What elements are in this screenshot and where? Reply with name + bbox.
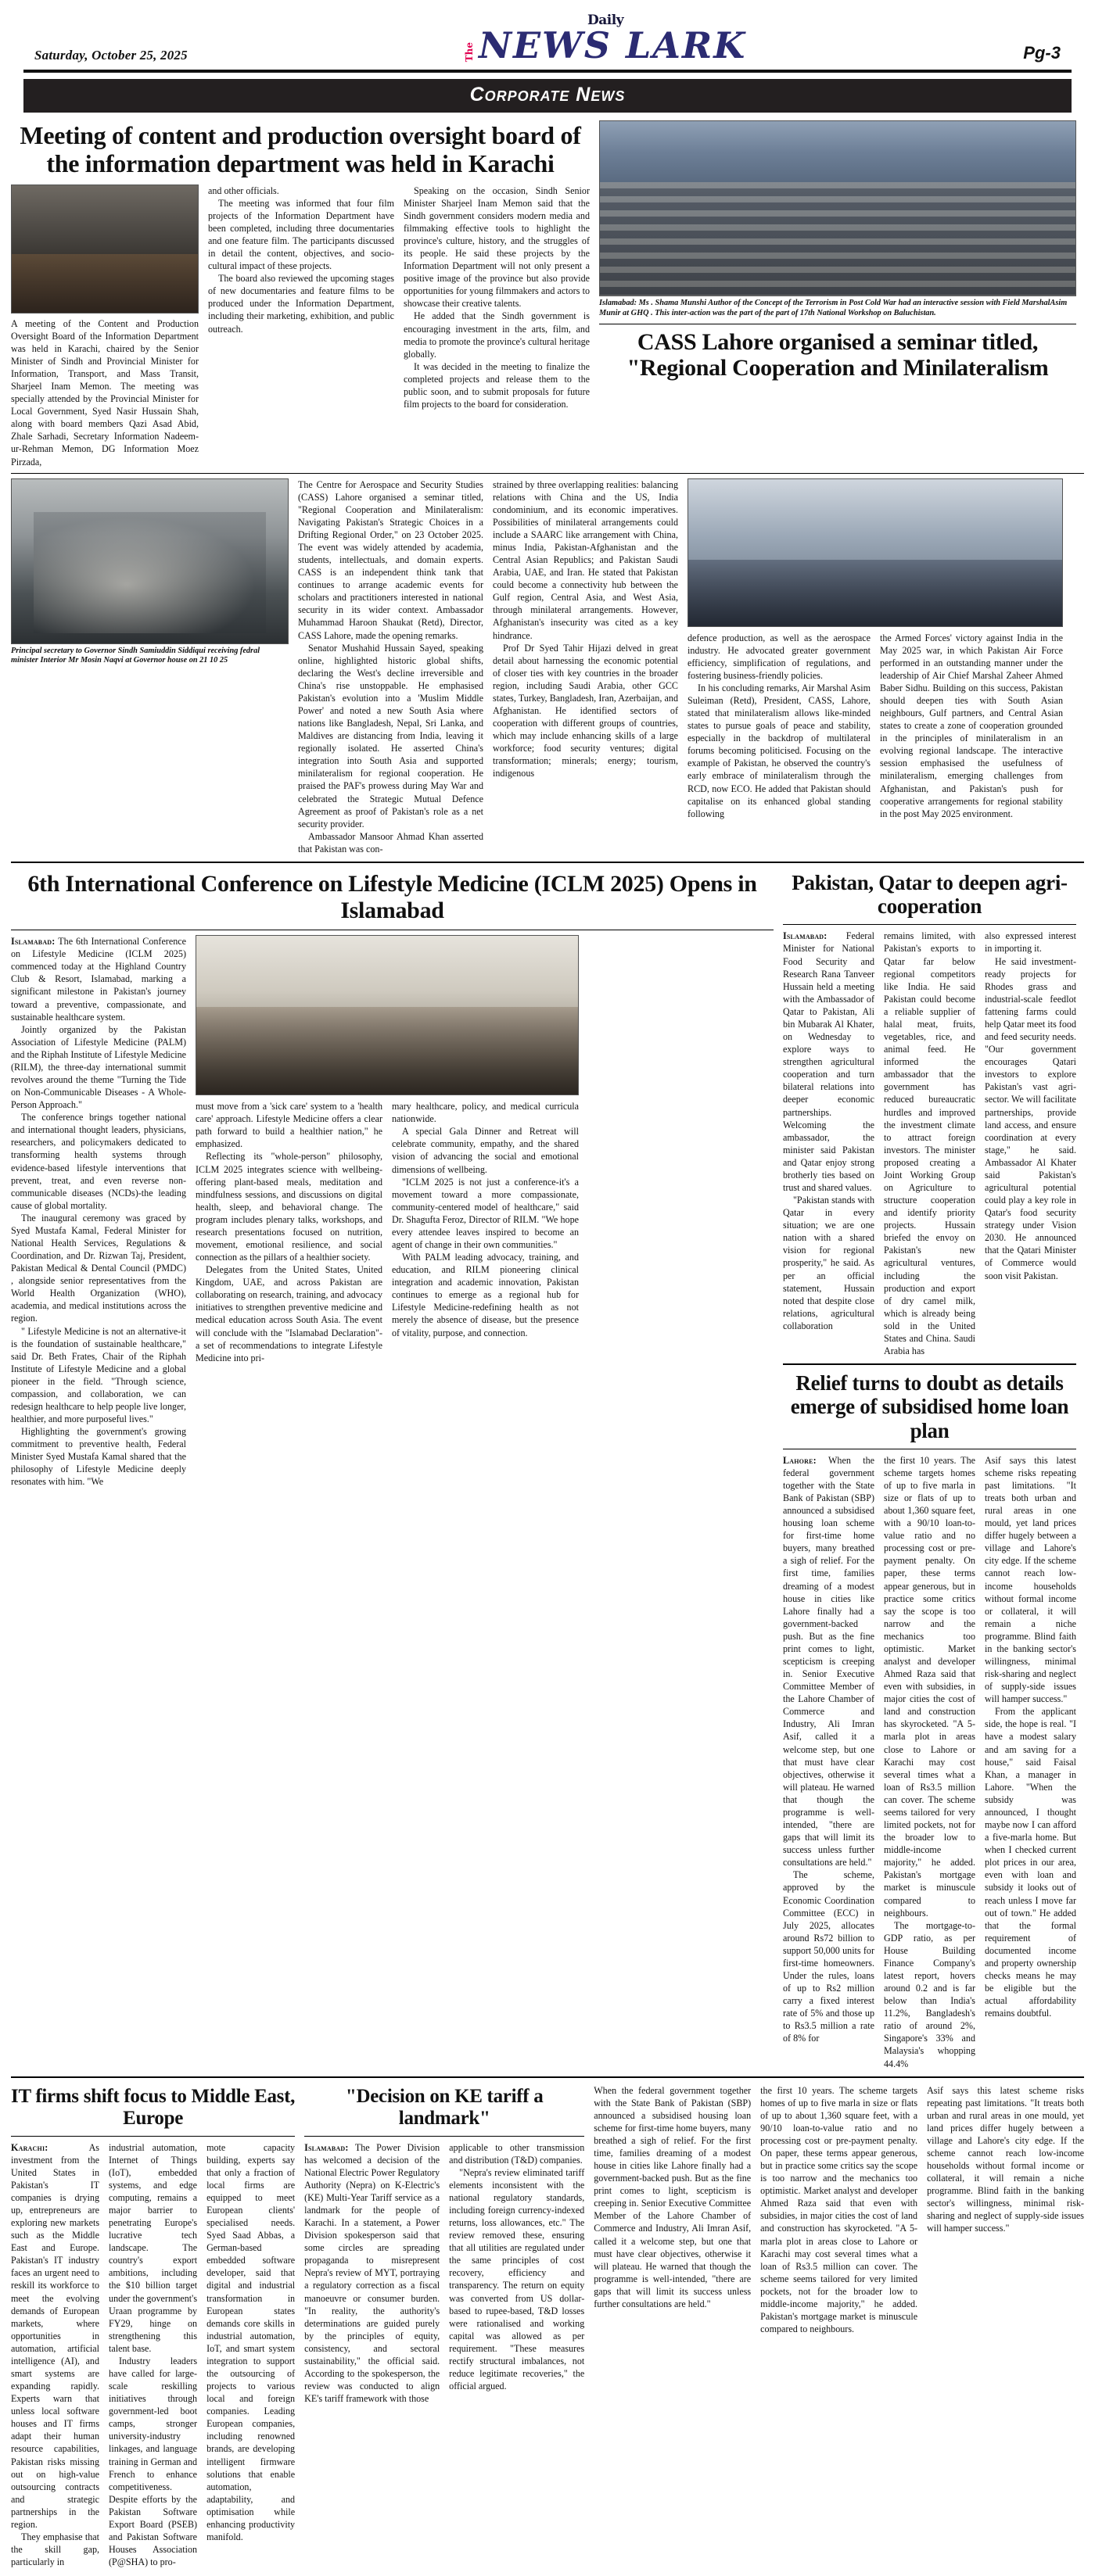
article1-col2-p2: The meeting was informed that four film projects of the Information Department have been completed, including three documentaries and one feature film. The participants discussed in detail the content, objectives, and socio-cultural impact of these projects.	[208, 197, 394, 272]
article5-cont-col2: the first 10 years. The scheme targets homes of up to five marla in size or flats of up to about 1,360 square feet, with a 90/10 loan-to-value ratio and no processing cost or pre-payment penalty. On paper, these terms appear generous, but in practice some critics say the scope is too narrow and the mechanics too optimistic. Market analyst and developer Ahmed Raza said that even with subsidies, in major cities the cost of land and construction has skyrocketed. "A 5-marla plot in areas close to Lahore or Karachi may cost several times what a loan of Rs3.5 million can cover. The scheme seems tailored for very limited pockets, not for the broader low to middle-income majority," he added. Pakistan's mortgage market is minuscule compared to neighbours.	[760, 2084, 918, 2335]
conference-hall-caption: Islamabad: Ms . Shama Munshi Author of the Concept of the Terrorism in Post Cold War had an interactive session with Field MarshalAsim Munir at GHQ . This inter-action was the part of the part of 17th National Workshop on Baluchistan.	[599, 299, 1068, 317]
article-relief-continuation	[594, 2084, 1084, 2336]
article-relief-home-loan	[783, 1371, 1076, 2070]
article-meeting-oversight-board	[11, 120, 1084, 468]
article6-lead: Karachi:	[11, 2141, 48, 2153]
article4-col2-p1: remains limited, with Pakistan's exports to Qatar far below regional competitors like India. He said Pakistan could become a reliable supplier of halal meat, fruits, vegetables, rice, and animal feed. He informed the ambassador that the government has reduced bureaucratic hurdles and improved the investment climate to attract foreign investors. The minister proposed creating a Joint Working Group on Agriculture to structure cooperation and identify priority projects. Hussain briefed the envoy on Pakistan's new agricultural ventures, including the production and export of dry camel milk, which is already being sold in the United States and China. Saudi Arabia has	[884, 930, 975, 1356]
masthead-divider	[23, 70, 1072, 73]
article2-col2-p1: strained by three overlapping realities: balancing relations with China and the US, India condominium, and its economic imperatives. Possibilities of minilateral arrangements could include a SAARC like arrangement with China, minus India, Pakistan-Afghanistan and the Central Asian Republics; and Pakistan Saudi Arabia, UAE, and Iran. He stated that Pakistan could become a connectivity hub between the Gulf region, Central Asia, and West Asia, through minilateral arrangements. However, Afghanistan's insecurity was cited as a key hindrance.	[493, 478, 678, 641]
article3-col1-p5: " Lifestyle Medicine is not an alternative-it is the foundation of sustainable healthcare," said Dr. Beth Frates, Chair of the Riphah Institute of Lifestyle Medicine and a global pioneer in the field. "Through science, compassion, and collaboration, we can redesign healthcare to help people live longer, healthier, and more purposeful lives."	[11, 1325, 186, 1425]
article-qatar-headline: Pakistan, Qatar to deepen agri-cooperation	[792, 870, 1068, 919]
logo-title-text: NEWS LARK	[478, 24, 747, 66]
article1-col3-p1: Speaking on the occasion, Sindh Senior Minister Sharjeel Inam Memon said that the Sindh government considers modern media and filmmaking effective tools to highlight the province's culture, history, and the struggles of its people. He said these projects by the Information Department will not only present a positive image of the province but also provide opportunities for young filmmakers and actors to showcase their creative talents.	[404, 185, 590, 310]
newspaper-logo	[463, 13, 747, 66]
mid-section	[11, 869, 1084, 2070]
article3-col3-p4: With PALM leading advocacy, training, and education, and RILM pioneering clinical integration and academic innovation, Pakistan continues to emerge as a regional hub for Lifestyle Medicine-redefining health as not merely the absence of disease, but the presence of vitality, purpose, and connection.	[392, 1252, 579, 1338]
article3-col1-p1: The 6th International Conference on Lifestyle Medicine (ICLM 2025) commenced today at the Highland Country Club & Resort, Islamabad, marking a significant milestone in Pakistan's journey toward a preventive, compassionate, and sustainable healthcare system.	[11, 936, 186, 1023]
bottom-section	[11, 2084, 1084, 2569]
iclm-award-photo	[196, 935, 579, 1095]
article5-col3-p1: Asif says this latest scheme risks repeating past limitations. "It treats both urban and rural areas in one mould, yet land prices differ hugely between a village and Lahore's city edge. If the scheme cannot reach low-income households without formal income or collateral, it will remain a niche programme. Blind faith in the banking sector's willingness, minimal risk-sharing and neglect of supply-side issues will hamper success."	[985, 1454, 1076, 1705]
article-it-headline: IT firms shift focus to Middle East, Europe	[11, 2085, 296, 2129]
page-title: Meeting of content and production oversight board of the information department was held in Karachi	[20, 121, 581, 177]
article7-lead: Islamabad:	[304, 2141, 349, 2153]
article2-col1-p3: Ambassador Mansoor Ahmad Khan asserted that Pakistan was con-	[298, 830, 483, 854]
publication-date: Saturday, October 25, 2025	[34, 48, 188, 63]
article5-col2-p2: The mortgage-to-GDP ratio, as per House Building Finance Company's latest report, hovers around 0.2 and is far below than India's 11.2%, Bangladesh's ratio of around 2%, Singapore's 33% and Malaysia's whopping 44.4%	[884, 1919, 975, 2069]
article2-col2-p2: Prof Dr Syed Tahir Hijazi delved in great detail about harnessing the economic potential of closer ties with key countries in the broader region, including Saudi Arabia, other GCC states, Turkey, Bangladesh, Iran, Azerbaijan, and Afghanistan. He identified sectors of cooperation with different groups of countries, which may include enhancing skills of a large workforce; food security ventures; digital transformation; minerals; energy; tourism, indigenous	[493, 642, 678, 779]
article5-cont-col3: Asif says this latest scheme risks repeating past limitations. "It treats both urban and rural areas in one mould, yet land prices differ hugely between a village and Lahore's city edge. If the scheme cannot reach low-income households without formal income or collateral, it will remain a niche programme. Blind faith in the banking sector's willingness, minimal risk-sharing and neglect of supply-side issues will hamper success."	[927, 2084, 1084, 2234]
article3-col2-p2: Reflecting its "whole-person" philosophy, ICLM 2025 integrates science with wellbeing-offering plant-based meals, meditation and mindfulness sessions, and discussions on digital health, sleep, and behavioral change. The program includes plenary talks, workshops, and research presentations focused on nutrition, movement, emotional resilience, and social connection as the pillars of a healthier society.	[196, 1151, 382, 1263]
logo-the-text: The	[463, 41, 475, 62]
article1-col3-p2: He added that the Sindh government is encouraging investment in the arts, film, and media to promote the province's cultural heritage globally.	[404, 310, 590, 360]
article2-col3-p2: In his concluding remarks, Air Marshal Asim Suleiman (Retd), President, CASS, Lahore, stated that minilateralism allows like-minded states to pursue goals of peace and stability, especially in the backdrop of multilateral forums becoming politicised. Focusing on the example of Pakistan, he observed the country's early embrace of minilateralism through the RCD, now ECO. He added that Pakistan should capitalise on its enhanced global standing following	[688, 682, 871, 819]
article6-col2-p2: Industry leaders have called for large-scale reskilling initiatives through government-led boot camps, stronger university-industry linkages, and language training in German and French to enhance competitiveness. Despite efforts by the Pakistan Software Export Board (PSEB) and Pakistan Software Houses Association (P@SHA) to pro-	[109, 2355, 198, 2568]
section-banner	[23, 79, 1072, 113]
governor-house-photo	[11, 478, 289, 644]
article5-col1-p2: The scheme, approved by the Economic Coordination Committee (ECC) in July 2025, allocates around Rs72 billion to support 50,000 units for first-time homeowners. Under the rules, loans of up to Rs2 million carry a fixed interest rate of 5% and those up to Rs3.5 million a rate of 8% for	[783, 1869, 874, 2044]
page-number: Pg-3	[1023, 43, 1061, 63]
article3-lead: Islamabad:	[11, 936, 56, 948]
article4-col3-p1: also expressed interest in importing it.	[985, 930, 1076, 955]
article6-col1-p2: They emphasise that the skill gap, particularly in	[11, 2531, 100, 2568]
article2-col4-p1: the Armed Forces' victory against India in the May 2025 war, in which Pakistan Air Force performed in an outstanding manner under the leadership of Air Chief Marshal Zaheer Ahmed Baber Sidhu. Building on this success, Pakistan should deepen ties with South Asian neighbours, Gulf partners, and Central Asian states to create a zone of cooperation grounded in the principles of minilateralism in an evolving regional landscape. The interactive session emphasised the usefulness of minilateralism, emerging challenges from Afghanistan, and Pakistan's push for cooperative arrangements for regional stability in the post May 2025 environment.	[880, 632, 1063, 819]
article7-col2-p1: applicable to other transmission and distribution (T&D) companies.	[449, 2141, 585, 2166]
article3-col1-p4: The inaugural ceremony was graced by Syed Mustafa Kamal, Federal Minister for National Health Services, Regulations & Coordination, and Dr. Rizwan Taj, President, Pakistan Medical & Dental Council (PMDC) , alongside senior representatives from the World Health Organization (WHO), academia, and medical institutions across the region.	[11, 1212, 186, 1324]
article5-cont-col1: When the federal government together with the State Bank of Pakistan (SBP) announced a subsidised housing loan scheme for first-time home buyers, many breathed a sigh of relief. For the first time, families dreaming of a modest house in cities like Lahore finally had a government-backed push. But as the fine print comes to light, scepticism is creeping in. Senior Executive Committee Member of the Lahore Chamber of Commerce and Industry, Ali Imran Asif, called it a welcome step, but one that must have clear objectives, otherwise it will plateau. He warned that though the programme is well-intended, "there are gaps that will limit its success unless further consultations are held."	[594, 2084, 752, 2309]
conference-hall-photo	[599, 120, 1076, 296]
article-cass-seminar	[11, 478, 1084, 855]
article-qatar	[783, 871, 1076, 1357]
section-banner-label: Corporate News	[469, 84, 626, 106]
article6-col1-p1: As investment from the United States in Pakistan's IT companies is drying up, entrepreneurs are exploring new markets such as the Middle East and Europe. Pakistan's IT industry faces an urgent need to reskill its workforce to meet the evolving demands of European markets, where opportunities in automation, artificial intelligence (AI), and smart systems are expanding rapidly. Experts warn that unless local software houses and IT firms adapt their human resource capabilities, Pakistan risks missing out on high-value outsourcing contracts and strategic partnerships in the region.	[11, 2141, 100, 2530]
article2-col3-p1: defence production, as well as the aerospace industry. He advocated greater government efficiency, simplification of regulations, and fostering business-friendly policies.	[688, 632, 871, 681]
article7-col2-p2: "Nepra's review eliminated tariff elements inconsistent with the national regulatory standards, including foreign currency-indexed returns, loss allowances, etc." The review removed these, ensuring that all utilities are regulated under the same principles of cost recovery, efficiency and transparency. The return on equity was converted from US dollar-based to rupee-based, T&D losses were rationalised and working capital was allowed as per requirement. "These measures rectify structural imbalances, not reduce legitimate recoveries," the official argued.	[449, 2166, 585, 2392]
article3-col3-p1: mary healthcare, policy, and medical curricula nationwide.	[392, 1101, 579, 1125]
article1-col3-p3: It was decided in the meeting to finalize the completed projects and release them to the public soon, and to submit proposals for future film projects to the board for consideration.	[404, 360, 590, 410]
article6-col3-p1: mote capacity building, experts say that only a fraction of local firms are equipped to meet European clients' specialised needs. Syed Saad Abbas, a German-based embedded software developer, said that digital and industrial transformation in European states demands core skills in industrial automation, IoT, and smart system integration to support the outsourcing of projects to various local and foreign companies. Leading European companies, including renowned brands, are developing intelligent firmware solutions that enable automation, adaptability, and optimisation while enhancing productivity manifold.	[206, 2141, 296, 2543]
article-ke-headline: "Decision on KE tariff a landmark"	[345, 2085, 544, 2129]
cass-seminar-photo	[688, 478, 1063, 627]
article3-col3-p2: A special Gala Dinner and Retreat will celebrate community, empathy, and the shared vision of advancing the social and emotional dimensions of wellbeing.	[392, 1126, 579, 1175]
article-relief-headline: Relief turns to doubt as details emerge of subsidised home loan plan	[790, 1371, 1069, 1442]
governor-house-caption: Principal secretary to Governor Sindh Samiuddin Siddiqui receiving fedral minister Interior Mr Mosin Naqvi at Governor house on 21 10 25	[11, 646, 260, 665]
article-ke-tariff	[304, 2084, 584, 2406]
article5-col3-p2: From the applicant side, the hope is real. "I have a modest salary and am saving for a house," said Faisal Khan, a manager in Lahore. "When the subsidy was announced, I thought maybe now I can afford a five-marla home. But when I checked current plot prices in our area, even with loan and subsidy it looks out of reach unless I move far out of town." He added that the formal requirement of documented income and property ownership checks means he may be eligible but the actual affordability remains doubtful.	[985, 1706, 1076, 2019]
article1-col2-p1: and other officials.	[208, 185, 279, 196]
article3-col3-p3: "ICLM 2025 is not just a conference-it's a movement toward a more compassionate, community-centered model of healthcare," said Dr. Shagufta Feroz, Director of RILM. "We hope every attendee leaves inspired to become an agent of change in their own communities."	[392, 1176, 579, 1250]
article5-lead: Lahore:	[783, 1454, 817, 1466]
right-column-stack	[783, 869, 1076, 2070]
article3-col2-p1: must move from a 'sick care' system to a 'health care' approach. Lifestyle Medicine offers a clear path forward to build a healthier nation," he emphasized.	[196, 1101, 382, 1150]
article4-lead: Islamabad:	[783, 930, 828, 942]
article3-col1-p2: Jointly organized by the Pakistan Association of Lifestyle Medicine (PALM) and the Riphah Institute of Lifestyle Medicine (RILM), the three-day international summit revolves around the theme "Turning the Tide on Non-Communicable Diseases - A Whole-Person Approach."	[11, 1023, 186, 1111]
article-it-firms	[11, 2084, 295, 2569]
article4-col1-p2: "Pakistan stands with Qatar in every situation; we are one nation with a shared vision for regional prosperity," he said. As per an official statement, Hussain noted that despite close relations, agricultural collaboration	[783, 1195, 874, 1331]
article4-col3-p2: He said investment-ready projects for Rhodes grass and industrial-scale feedlot fattening farms could help Qatar meet its food and feed security needs. "Our government encourages Qatari investors to explore Pakistan's vast agri-sector. We will facilitate partnerships, provide land access, and ensure coordination at every stage," he said. Ambassador Al Khater said Pakistan's agricultural potential could play a key role in Qatar's food security strategy under Vision 2030. He announced that the Qatari Minister of Commerce would soon visit Pakistan.	[985, 955, 1077, 1281]
article7-col1-p1: The Power Division has welcomed a decision of the National Electric Power Regulatory Authority (Nepra) on K-Electric's (KE) Multi-Year Tariff service as a landmark for the people of Karachi. In a statement, a Power Division spokesperson said that some circles are spreading propaganda to misrepresent Nepra's review of MYT, portraying a regulatory correction as a fiscal manoeuvre or consumer burden. "In reality, the authority's determinations are guided purely by the principles of equity, consistency, and sectoral sustainability," the official said. According to the spokesperson, the review was conducted to align KE's tariff framework with those	[304, 2141, 440, 2405]
masthead	[11, 0, 1084, 68]
logo-daily-text: Daily	[587, 13, 624, 28]
article3-col1-p6: Highlighting the government's growing commitment to preventive health, Federal Minister Syed Mustafa Kamal shared that the philosophy of Lifestyle Medicine deeply resonates with him. "We	[11, 1426, 186, 1488]
article4-col1-p1: Federal Minister for National Food Security and Research Rana Tanveer Hussain held a meeting with the Ambassador of Qatar to Pakistan, Ali bin Mubarak Al Khater, on Wednesday to explore ways to strengthen agricultural cooperation and turn bilateral relations into deeper economic partnerships. Welcoming the ambassador, the minister said Pakistan and Qatar enjoy strong brotherly ties based on trust and shared values.	[783, 930, 874, 1193]
article-iclm-headline: 6th International Conference on Lifestyle Medicine (ICLM 2025) Opens in Islamabad	[27, 870, 757, 923]
article-iclm	[11, 869, 774, 1489]
article3-col2-p3: Delegates from the United States, United Kingdom, UAE, and across Pakistan are collaborating on research, training, and advocacy initiatives to strengthen preventive medicine and medical education across South Asia. The event will conclude with the "Islamabad Declaration"-a set of recommendations to integrate Lifestyle Medicine into pri-	[196, 1264, 382, 1363]
article5-col2-p1: the first 10 years. The scheme targets homes of up to five marla in size or flats of up to about 1,360 square feet, with a 90/10 loan-to-value ratio and no processing cost or pre-payment penalty. On paper, these terms appear generous, but in practice some critics say the scope is too narrow and the mechanics too optimistic. Market analyst and developer Ahmed Raza said that even with subsidies, in major cities the cost of land and construction has skyrocketed. "A 5-marla plot in areas close to Lahore or Karachi may cost several times what a loan of Rs3.5 million can cover. The scheme seems tailored for very limited pockets, not for the broader low to middle-income majority," he added. Pakistan's mortgage market is minuscule compared to neighbours.	[884, 1454, 975, 1919]
article2-col1-p2: Senator Mushahid Hussain Sayed, speaking online, highlighted historic global shifts, declaring the West's decline irreversible and China's rise unstoppable. He emphasised Pakistan's evolution into a 'Muslim Middle Power' and noted a new South Asia where nations like Bangladesh, Nepal, Sri Lanka, and Maldives are distancing from India, leaving it regionally isolated. He asserted China's integration into South Asia and supported minilateralism for regional cooperation. He praised the PAF's prowess during May War and celebrated the Strategic Mutual Defence Agreement as proof of Pakistan's role as a net security provider.	[298, 642, 483, 829]
article2-col1-p1: The Centre for Aerospace and Security Studies (CASS) Lahore organised a seminar titled, "Regional Cooperation and Minilateralism: Navigating Pakistan's Strategic Choices in a Drifting Regional Order," on 23 October 2025. The event was widely attended by academia, students, intellectuals, and domain experts. CASS is an independent think tank that continues to arrange academic events for scholars and practitioners interested in national security in its wider context. Ambassador Muhammad Haroon Shaukat (Retd), Director, CASS Lahore, made the opening remarks.	[298, 478, 483, 641]
article3-col1-p3: The conference brings together national and international thought leaders, physicians, researchers, and policymakers dedicated to transforming health systems through evidence-based lifestyle interventions that prevent, treat, and even reverse non-communicable diseases (NCDs)-the leading cause of global mortality.	[11, 1112, 186, 1211]
article1-col1-text: A meeting of the Content and Production Oversight Board of the Information Department was held in Karachi, chaired by the Senior Minister of Sindh and Provincial Minister for Information, Transport, and Mass Transit, Sharjeel Inam Memon. The meeting was specially attended by the Provincial Minister for Local Government, Syed Nasir Hussain Shah, along with board members Qazi Asad Abid, Zhale Sarhadi, Secretary Information Nadeem-ur-Rehman Memon, DG Information Moez Pirzada,	[11, 317, 199, 468]
article-cass-headline: CASS Lahore organised a seminar titled, "Regional Cooperation and Minilateralism	[626, 328, 1049, 382]
article6-col2-p1: industrial automation, Internet of Things (IoT), embedded systems, and edge computing, remains a major barrier to penetrating Europe's lucrative tech landscape. The country's export ambitions, including the $10 billion target under the government's Uraan programme by FY29, hinge on strengthening this talent base.	[109, 2141, 198, 2354]
article1-col2-p3: The board also reviewed the upcoming stages of new documentaries and feature films to be produced under the Information Department, including their marketing, exhibition, and public outreach.	[208, 273, 394, 335]
meeting-room-photo	[11, 185, 199, 313]
article5-col1-p1: When the federal government together with the State Bank of Pakistan (SBP) announced a subsidised housing loan scheme for first-time home buyers, many breathed a sigh of relief. For the first time, families dreaming of a modest house in cities like Lahore finally had a government-backed push. But as the fine print comes to light, scepticism is creeping in. Senior Executive Committee Member of the Lahore Chamber of Commerce and Industry, Ali Imran Asif, called it a welcome step, but one that must have clear objectives, otherwise it will plateau. He warned that though the programme is well-intended, "there are gaps that will limit its success unless further consultations are held."	[783, 1454, 874, 1868]
